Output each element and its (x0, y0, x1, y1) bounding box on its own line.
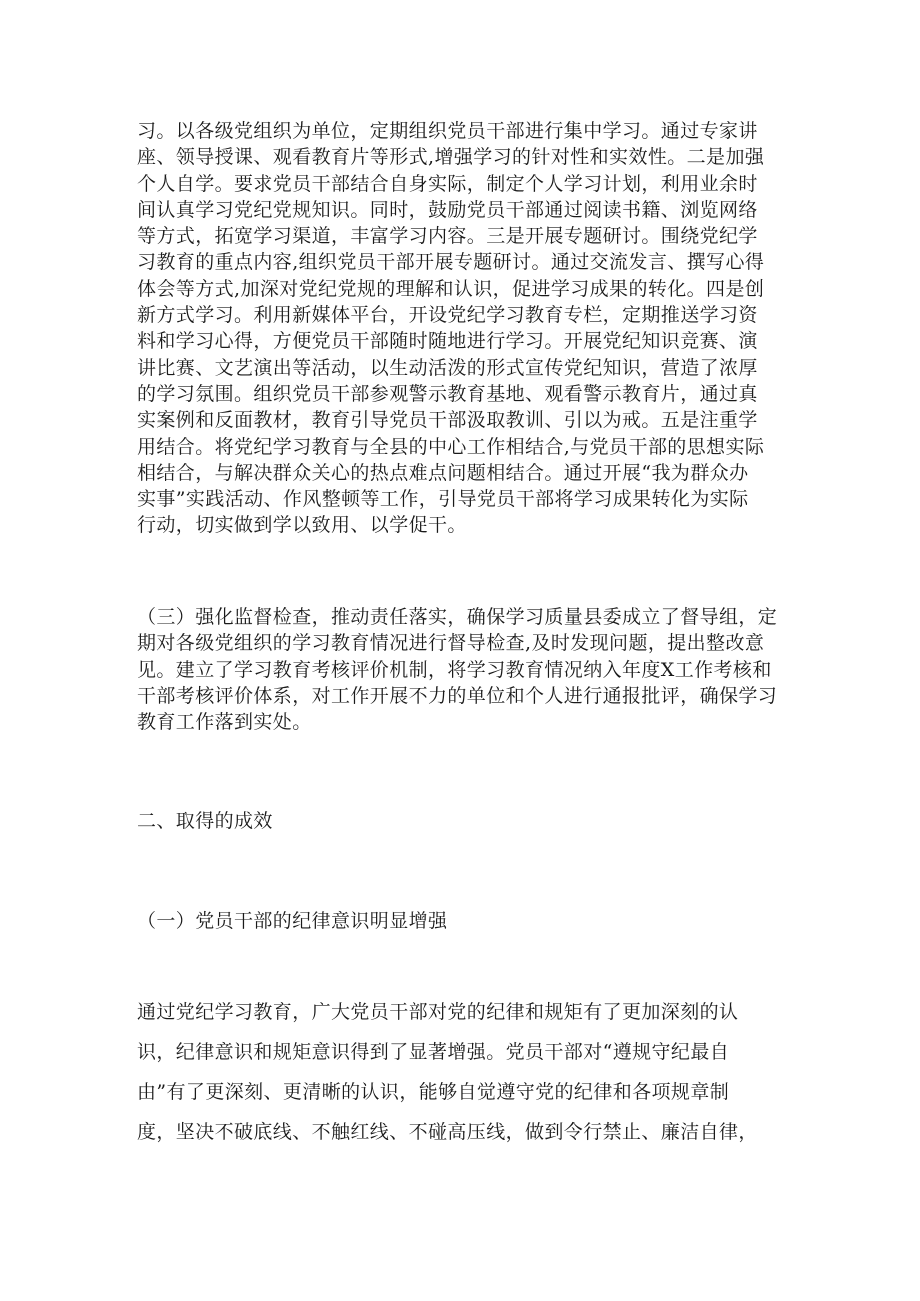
paragraph-supervision (137, 604, 792, 735)
text-line: 实案例和反面教材，教育引导党员干部汲取教训、引以为戒。五是注重学 (137, 409, 758, 432)
section-heading: 二、取得的成效 (137, 810, 273, 832)
text-line: 体会等方式,加深对党纪党规的理解和认识，促进学习成果的转化。四是创 (137, 277, 765, 300)
text-line: 实事”实践活动、作风整顿等工作，引导党员干部将学习成果转化为实际 (137, 488, 749, 511)
text-line: 期对各级党组织的学习教育情况进行督导检查,及时发现问题，提出整改意 (137, 632, 765, 655)
text-line: 个人自学。要求党员干部结合自身实际，制定个人学习计划，利用业余时 (137, 172, 758, 195)
text-line: 识，纪律意识和规矩意识得到了显著增强。党员干部对“遵规守纪最自 (137, 1041, 730, 1063)
text-line: 料和学习心得，方便党员干部随时随地进行学习。开展党纪知识竞赛、演 (137, 330, 758, 353)
paragraph-study-methods (137, 118, 792, 539)
paragraph-discipline-awareness (137, 992, 792, 1152)
text-line: （三）强化监督检查，推动责任落实，确保学习质量县委成立了督导组，定 (137, 606, 778, 628)
text-line: 习。以各级党组织为单位，定期组织党员干部进行集中学习。通过专家讲 (137, 120, 758, 142)
text-line: 干部考核评价体系，对工作开展不力的单位和个人进行通报批评，确保学习 (137, 684, 778, 707)
text-line: 等方式，拓宽学习渠道，丰富学习内容。三是开展专题研讨。围绕党纪学 (137, 225, 758, 248)
text-line: 新方式学习。利用新媒体平台，开设党纪学习教育专栏，定期推送学习资 (137, 304, 758, 327)
text-line: 通过党纪学习教育，广大党员干部对党的纪律和规矩有了更加深刻的认 (137, 1001, 739, 1023)
text-line: 行动，切实做到学以致用、以学促干。 (137, 514, 467, 537)
text-line: 度，坚决不破底线、不触红线、不碰高压线，做到令行禁止、廉洁自律， (137, 1121, 758, 1143)
text-line: 座、领导授课、观看教育片等形式,增强学习的针对性和实效性。二是加强 (137, 146, 765, 169)
text-line: 习教育的重点内容,组织党员干部开展专题研讨。通过交流发言、撰写心得 (137, 251, 765, 274)
sub-heading: （一）党员干部的纪律意识明显增强 (137, 910, 448, 932)
text-line: 用结合。将党纪学习教育与全县的中心工作相结合,与党员干部的思想实际 (137, 435, 765, 458)
text-line: 间认真学习党纪党规知识。同时，鼓励党员干部通过阅读书籍、浏览网络 (137, 198, 758, 221)
text-line: 由”有了更深刻、更清晰的认识，能够自觉遵守党的纪律和各项规章制 (137, 1081, 730, 1103)
text-line: 的学习氛围。组织党员干部参观警示教育基地、观看警示教育片，通过真 (137, 382, 758, 405)
text-line: 讲比赛、文艺演出等活动，以生动活泼的形式宣传党纪知识，营造了浓厚 (137, 356, 758, 379)
text-line: 见。建立了学习教育考核评价机制，将学习教育情况纳入年度X工作考核和 (137, 658, 772, 681)
text-line: 教育工作落到实处。 (137, 711, 312, 734)
text-line: 相结合，与解决群众关心的热点难点问题相结合。通过开展“我为群众办 (137, 461, 749, 484)
